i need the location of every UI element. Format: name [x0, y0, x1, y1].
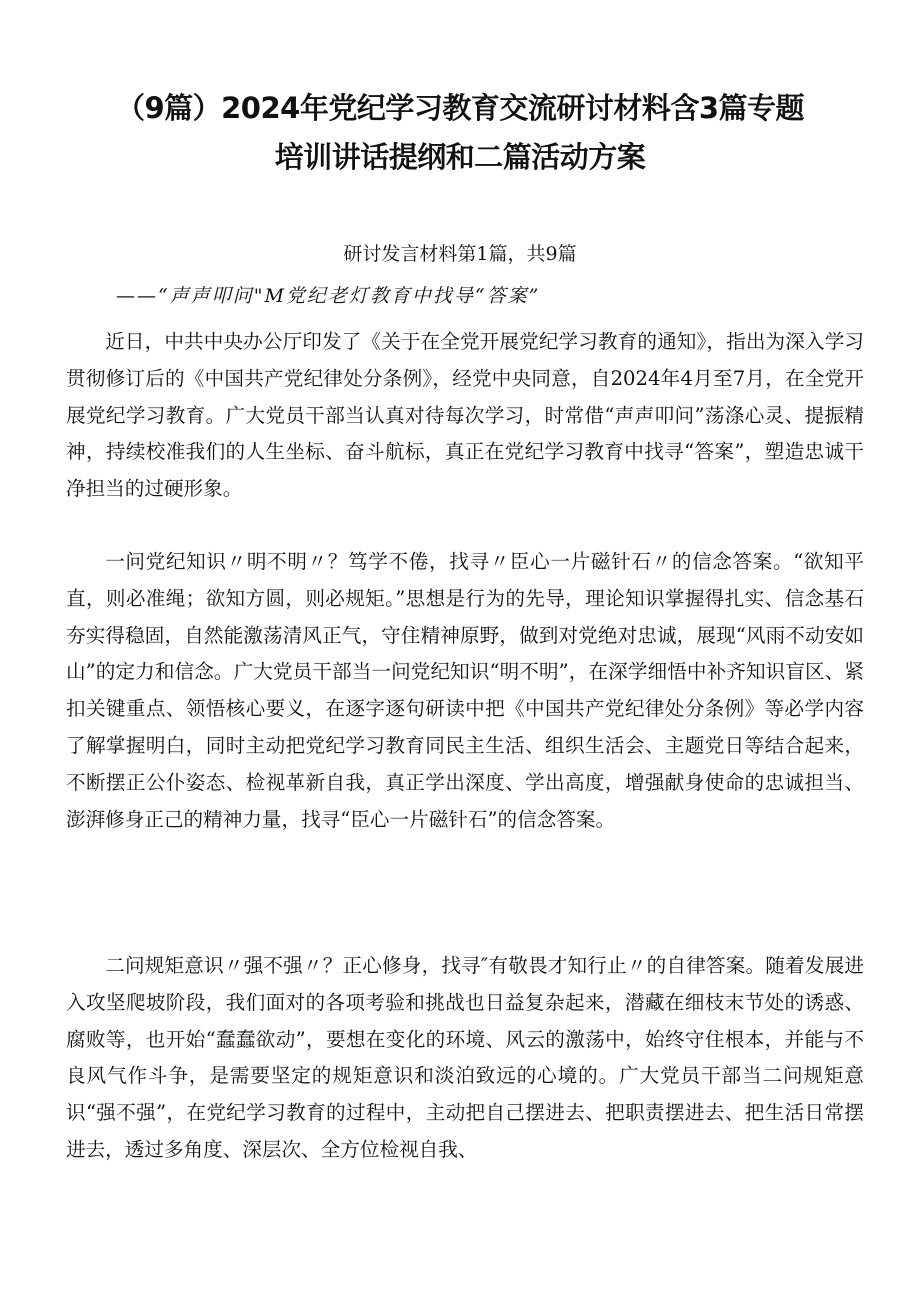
body-paragraph-3: 二问规矩意识〃强不强〃？正心修身，找寻″有敬畏才知行止〃的自律答案。随着发展进入攻坚爬坡阶段，我们面对的各项考验和挑战也日益复杂起来，潜藏在细枝末节处的诱惑、腐败等，也开始“蠢蠢欲动”，要想在变化的环境、风云的激荡中，始终守住根本，并能与不良风气作斗争，是需要坚定的规矩意识和淡泊致远的心境的。广大党员干部当二问规矩意识“强不强”，在党纪学习教育的过程中，主动把自己摆进去、把职责摆进去、把生活日常摆进去，透过多角度、深层次、全方位检视自我、: [66, 954, 864, 1161]
body-paragraph-1: 近日，中共中央办公厅印发了《关于在全党开展党纪学习教育的通知》，指出为深入学习贯彻修订后的《中国共产党纪律处分条例》，经党中央同意，自2024年4月至7月，在全党开展党纪学习教育。广大党员干部当认真对待每次学习，时常借“声声叩问”荡涤心灵、提振精神，持续校准我们的人生坐标、奋斗航标，真正在党纪学习教育中找寻“答案”，塑造忠诚干净担当的过硬形象。: [66, 330, 864, 501]
document-title-line-2: 培训讲话提纲和二篇活动方案: [274, 140, 646, 174]
document-title-line-1: （9篇）2024年党纪学习教育交流研讨材料含3篇专题: [115, 91, 805, 125]
section-tagline: ——“声声叩问"M党纪老灯教育中找导“答案”: [116, 285, 541, 307]
section-subtitle: 研讨发言材料第1篇，共9篇: [343, 243, 577, 265]
body-paragraph-2: 一问党纪知识〃明不明〃？笃学不倦，找寻〃臣心一片磁针石〃的信念答案。“欲知平直，则必准绳；欲知方圆，则必规矩。”思想是行为的先导，理论知识掌握得扎实、信念基石夯实得稳固，自然能激荡清风正气，守住精神原野，做到对党绝对忠诚，展现“风雨不动安如山”的定力和信念。广大党员干部当一问党纪知识“明不明”，在深学细悟中补齐知识盲区、紧扣关键重点、领悟核心要义，在逐字逐句研读中把《中国共产党纪律处分条例》等必学内容了解掌握明白，同时主动把党纪学习教育同民主生活、组织生活会、主题党日等结合起来，不断摆正公仆姿态、检视革新自我，真正学出深度、学出高度，增强献身使命的忠诚担当、澎湃修身正己的精神力量，找寻“臣心一片磁针石”的信念答案。: [66, 550, 864, 831]
